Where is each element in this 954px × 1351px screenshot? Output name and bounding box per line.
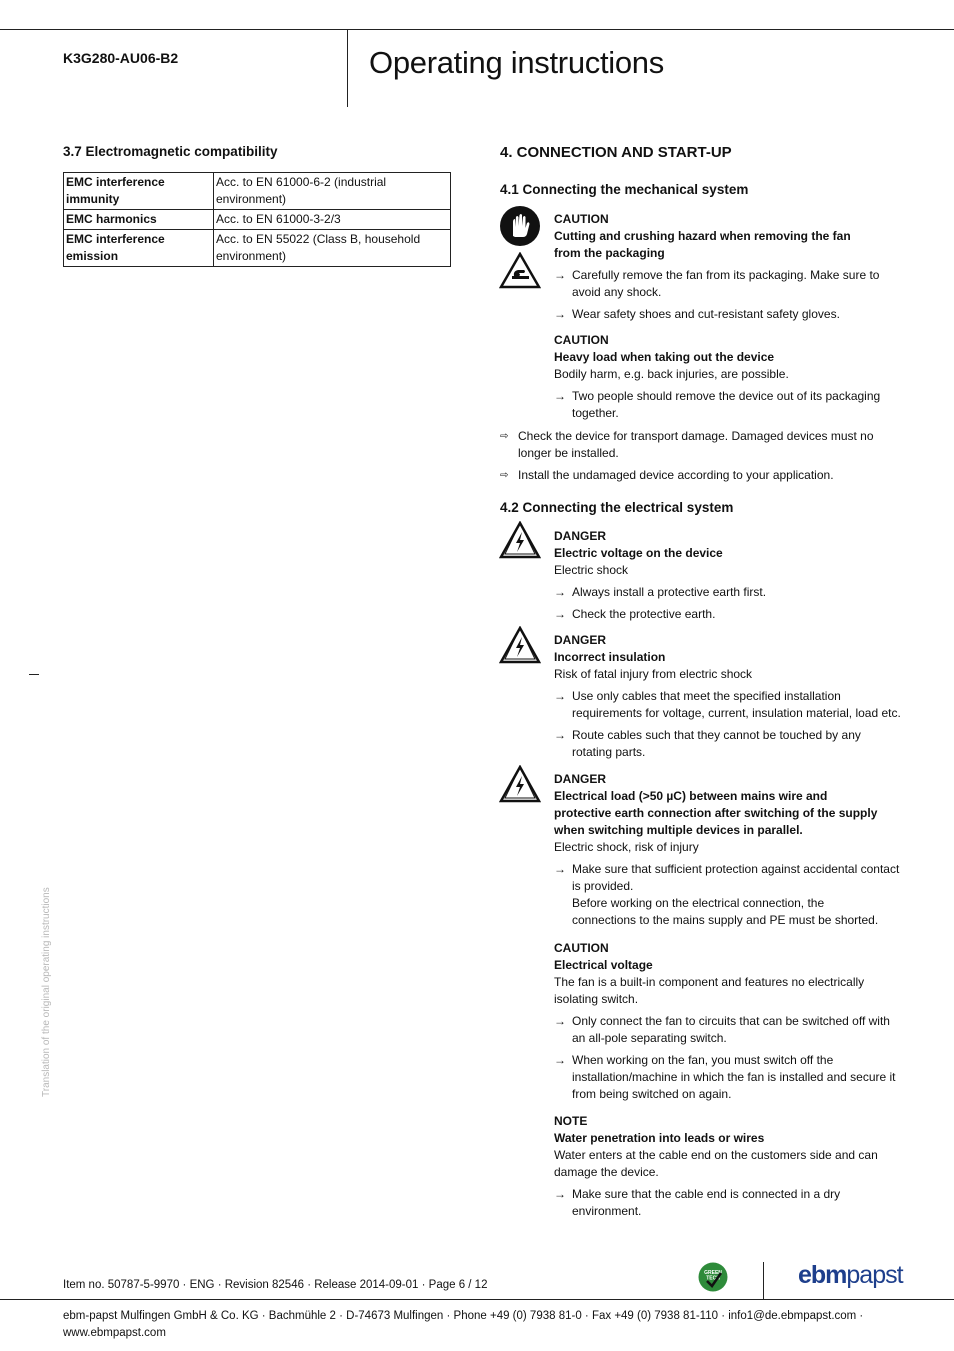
subsection-heading-electrical: 4.2 Connecting the electrical system: [500, 500, 734, 515]
green-tech-label: TECH: [706, 1275, 720, 1282]
table-row: [64, 173, 451, 210]
list-item: ⇨ Check the device for transport damage. Damaged devices must no longer be installed.: [500, 429, 874, 460]
action-item: → Two people should remove the device out of its packaging together.: [554, 389, 881, 420]
block-title: Incorrect insulation: [554, 650, 666, 664]
logo-ebm-text: ebm: [798, 1261, 847, 1289]
action-item: → Use only cables that meet the specified installation requirements for voltage, current, insulation material, load etc.: [554, 689, 901, 720]
block-label: DANGER: [554, 772, 607, 786]
electric-hazard-icon: [499, 521, 541, 564]
electric-hazard-icon: [499, 626, 541, 669]
footer-rule: [0, 1299, 954, 1300]
emc-value: Acc. to EN 61000-6-2 (industrial environment): [214, 173, 451, 210]
caution-block-electrical-voltage: [554, 940, 904, 1103]
section-heading: 4. CONNECTION AND START-UP: [500, 144, 732, 161]
block-description: Water enters at the cable end on the customers side and can damage the device.: [554, 1148, 878, 1179]
caution-block-heavy-load: [554, 332, 904, 422]
table-row: [64, 210, 451, 230]
action-item: → Wear safety shoes and cut-resistant safety gloves.: [554, 307, 840, 321]
block-label: CAUTION: [554, 212, 609, 226]
block-title: Water penetration into leads or wires: [554, 1131, 765, 1145]
danger-block-electrical-load: [554, 771, 904, 929]
subsection-heading-mechanical: 4.1 Connecting the mechanical system: [500, 182, 749, 197]
block-label: DANGER: [554, 633, 607, 647]
emc-value: Acc. to EN 55022 (Class B, household environment): [214, 230, 451, 267]
table-row: [64, 230, 451, 267]
block-title: Heavy load when taking out the device: [554, 350, 775, 364]
list-item: ⇨ Install the undamaged device according to your application.: [500, 468, 834, 482]
block-label: NOTE: [554, 1114, 588, 1128]
company-info-line: ebm-papst Mulfingen GmbH & Co. KG · Bachmühle 2 · D-74673 Mulfingen · Phone +49 (0) 7938 81-0 · Fax +49 (0) 7938 81-110 · info1@de.ebmpapst.com · www.ebmpapst.com: [63, 1310, 864, 1339]
danger-block-insulation: [554, 632, 904, 761]
block-title: Electrical voltage: [554, 958, 653, 972]
emc-value: Acc. to EN 61000-3-2/3: [214, 210, 451, 230]
block-title: Electrical load (>50 µC) between mains wire and protective earth connection after switching of the supply when switching multiple devices in parallel.: [554, 789, 878, 837]
crush-hazard-icon: [499, 252, 541, 294]
logo-papst-text: papst: [846, 1261, 903, 1289]
green-tech-label: GREEN: [704, 1270, 722, 1276]
emc-key: EMC interference emission: [64, 230, 214, 267]
action-item: → Carefully remove the fan from its packaging. Make sure to avoid any shock.: [554, 268, 880, 299]
header-top-rule: [0, 29, 954, 30]
item-number-line: Item no. 50787-5-9970 · ENG · Revision 82546 · Release 2014-09-01 · Page 6 / 12: [63, 1279, 488, 1291]
block-label: CAUTION: [554, 941, 609, 955]
gloves-icon: [499, 205, 541, 252]
electric-hazard-icon: [499, 765, 541, 808]
side-text: Translation of the original operating instructions: [41, 887, 52, 1097]
block-description: Electric shock, risk of injury: [554, 840, 699, 854]
emc-table: [63, 172, 451, 267]
block-title: Electric voltage on the device: [554, 546, 723, 560]
block-label: DANGER: [554, 529, 607, 543]
page-title: Operating instructions: [369, 45, 664, 80]
emc-key: EMC harmonics: [64, 210, 214, 230]
action-item: → Always install a protective earth first.: [554, 585, 767, 599]
footer-logo-divider: [763, 1262, 764, 1300]
block-label: CAUTION: [554, 333, 609, 347]
action-item: → Check the protective earth.: [554, 607, 716, 621]
block-title: Cutting and crushing hazard when removing the fan from the packaging: [554, 229, 851, 260]
emc-heading: 3.7 Electromagnetic compatibility: [63, 144, 278, 159]
danger-block-voltage: [554, 528, 904, 623]
block-description: The fan is a built-in component and features no electrically isolating switch.: [554, 975, 865, 1006]
block-description: Bodily harm, e.g. back injuries, are possible.: [554, 367, 789, 381]
action-item: → Make sure that sufficient protection against accidental contact is provided. Before working on the electrical connection, the connections to the mains supply and PE must be shorted.: [554, 862, 900, 927]
emc-key: EMC interference immunity: [64, 173, 214, 210]
action-item: → Route cables such that they cannot be touched by any rotating parts.: [554, 728, 861, 759]
ebmpapst-logo: [798, 1260, 903, 1290]
action-item: → Only connect the fan to circuits that can be switched off with an all-pole separating switch.: [554, 1014, 890, 1045]
model-number: K3G280-AU06-B2: [63, 50, 179, 66]
header-divider: [347, 29, 348, 107]
green-tech-logo: [697, 1261, 729, 1298]
margin-mark: [29, 674, 39, 675]
note-block-water: [554, 1113, 904, 1220]
block-description: Risk of fatal injury from electric shock: [554, 667, 753, 681]
action-item: → Make sure that the cable end is connected in a dry environment.: [554, 1187, 841, 1218]
block-description: Electric shock: [554, 563, 629, 577]
action-item: → When working on the fan, you must switch off the installation/machine in which the fan is installed and secure it from being switched on again.: [554, 1053, 896, 1101]
caution-block-cutting: [554, 211, 904, 323]
